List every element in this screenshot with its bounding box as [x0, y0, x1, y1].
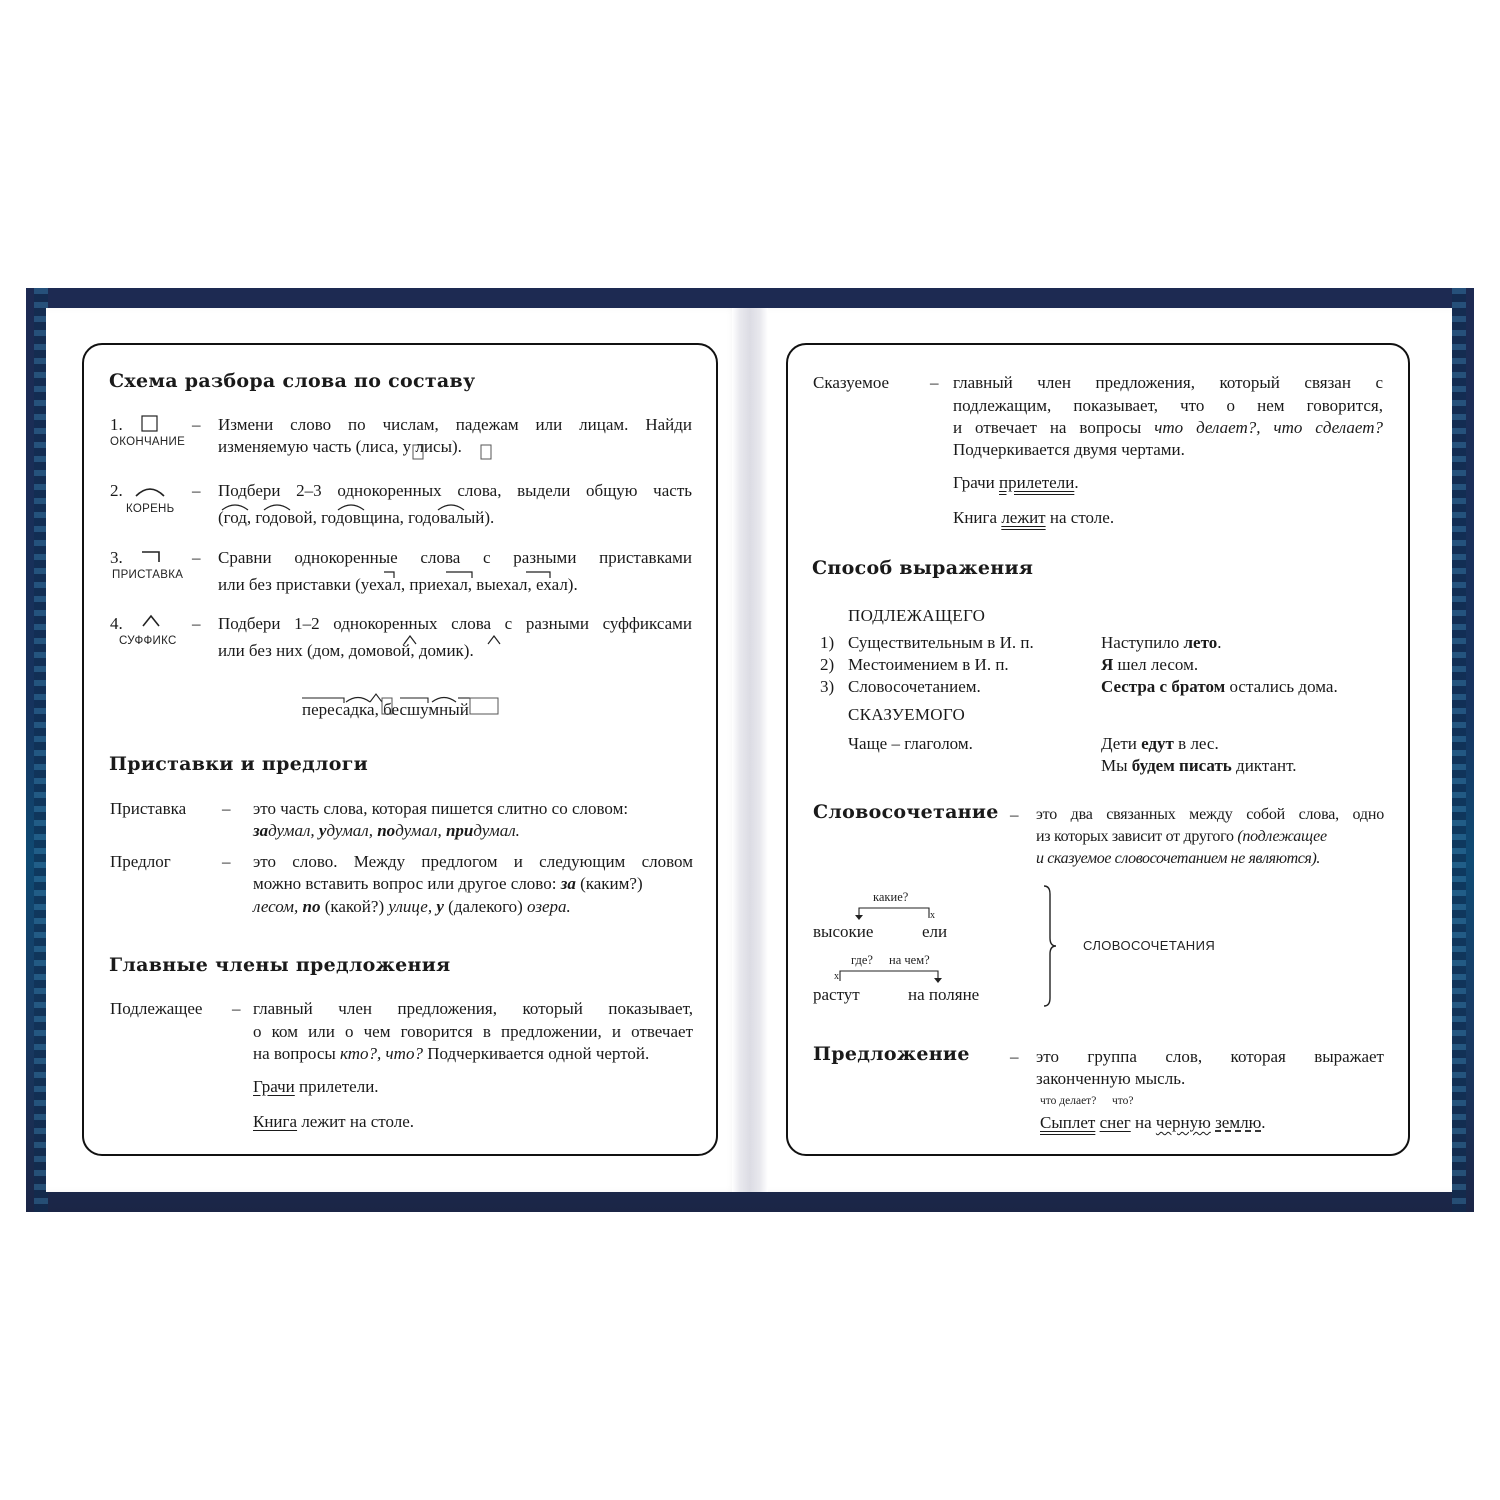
step-text: Подбери 2–3 однокоренных слова, выдели общую часть — [218, 481, 692, 500]
suffix-icon — [141, 614, 161, 628]
suffix-marks — [404, 634, 514, 646]
subject-example: Грачи прилетели. — [253, 1077, 379, 1096]
subject-heading: ПОДЛЕЖАЩЕГО — [848, 606, 986, 625]
row-number: 1) — [820, 633, 835, 652]
morph-example: пересадка, бесшумный — [302, 700, 469, 719]
step-label: КОРЕНЬ — [126, 503, 175, 515]
dependency-arrow — [834, 967, 946, 983]
term-pristavka: Приставка — [110, 799, 187, 818]
step-label: СУФФИКС — [119, 635, 177, 647]
row-description: Словосочетанием. — [848, 677, 981, 696]
predicate-line1: главный член предложения, который связан с — [953, 373, 1383, 392]
step-examples: или без приставки (уехал, приехал, выехал, ехал). — [218, 575, 578, 594]
term-dash: – — [222, 799, 231, 818]
step-examples: или без них (дом, домовой, домик). — [218, 641, 474, 660]
step-number: 4. — [110, 614, 123, 633]
predicate-description: Чаще – глаголом. — [848, 734, 973, 753]
cover-pattern — [1452, 288, 1466, 1212]
question-label: какие? — [873, 890, 909, 904]
term-dash: – — [1010, 1047, 1019, 1066]
predicate-example: Книга лежит на столе. — [953, 508, 1115, 527]
predicate-example: Дети едут в лес. — [1101, 734, 1219, 753]
step-text: Подбери 1–2 однокоренных слова с разными суффиксами — [218, 614, 692, 633]
ending-mark — [480, 444, 492, 461]
sentence-line2: законченную мысль. — [1036, 1069, 1186, 1088]
row-description: Местоимением в И. п. — [848, 655, 1009, 674]
term-subject: Подлежащее — [110, 999, 203, 1018]
main-word-mark: x — [834, 971, 839, 982]
term-dash: – — [930, 373, 939, 392]
step-text: Измени слово по числам, падежам или лицам. Найди изменяемую часть (лиса, у лисы). — [218, 415, 692, 456]
step-label: ПРИСТАВКА — [112, 569, 184, 581]
step-examples: (год, годовой, годовщина, годовалый). — [218, 508, 495, 527]
step-number: 2. — [110, 481, 123, 500]
phrase-line3: и сказуемое словосочетанием не являются). — [1036, 850, 1320, 867]
root-marks — [222, 500, 502, 514]
step-dash: – — [192, 415, 201, 434]
brace-label: СЛОВОСОЧЕТАНИЯ — [1083, 938, 1216, 953]
phrase-word: на поляне — [908, 985, 980, 1004]
main-parts-title: Главные члены предложения — [109, 954, 451, 976]
predlog-line2: можно вставить вопрос или другое слово: за (каким?) — [253, 874, 643, 893]
predicate-line3: и отвечает на вопросы что делает?, что сделает? — [953, 418, 1383, 437]
predicate-line4: Подчеркивается двумя чертами. — [953, 440, 1185, 459]
subject-example: Книга лежит на столе. — [253, 1112, 415, 1131]
row-example: Сестра с братом остались дома. — [1101, 677, 1338, 696]
pristavka-definition: это часть слова, которая пишется слитно со словом: — [253, 799, 629, 818]
step-text: Сравни однокоренные слова с разными приставками — [218, 548, 692, 567]
subject-line2: о ком или о чем говорится в предложении, и отвечает — [253, 1022, 693, 1041]
prefix-marks — [384, 570, 564, 580]
step-dash: – — [192, 614, 201, 633]
term-predlog: Предлог — [110, 852, 171, 871]
subject-line3: на вопросы кто?, что? Подчеркивается одной чертой. — [253, 1044, 650, 1063]
phrase-word: растут — [813, 985, 860, 1004]
curly-brace — [1040, 884, 1060, 1008]
sentence-title: Предложение — [813, 1043, 970, 1065]
ending-icon — [141, 415, 159, 433]
term-dash: – — [232, 999, 241, 1018]
step-number: 1. — [110, 415, 123, 434]
question-label: где? — [851, 953, 873, 967]
term-dash: – — [1010, 805, 1019, 824]
row-example: Я шел лесом. — [1101, 655, 1199, 674]
book-spine — [732, 308, 768, 1192]
morph-title: Схема разбора слова по составу — [109, 370, 476, 392]
term-dash: – — [222, 852, 231, 871]
phrase-line1: это два связанных между собой слова, одно — [1036, 806, 1384, 823]
ending-mark — [412, 444, 424, 461]
expression-title: Способ выражения — [812, 557, 1034, 579]
row-number: 2) — [820, 655, 835, 674]
subject-line1: главный член предложения, который показывает, — [253, 999, 693, 1018]
prefixes-title: Приставки и предлоги — [109, 753, 369, 775]
predicate-line2: подлежащим, показывает, что о нем говорится, — [953, 396, 1383, 415]
predlog-line3: лесом, по (какой?) улице, у (далекого) озера. — [253, 897, 571, 916]
question-label: на чем? — [889, 953, 930, 967]
step-dash: – — [192, 481, 201, 500]
predlog-line1: это слово. Между предлогом и следующим словом — [253, 852, 693, 871]
root-icon — [134, 484, 166, 498]
predicate-example: Грачи прилетели. — [953, 473, 1079, 492]
phrase-title: Словосочетание — [813, 801, 999, 823]
main-word-mark: x — [930, 910, 935, 921]
predicate-example: Мы будем писать диктант. — [1101, 756, 1297, 775]
phrase-line2: из которых зависит от другого (подлежащее — [1036, 828, 1327, 845]
step-dash: – — [192, 548, 201, 567]
predicate-heading: СКАЗУЕМОГО — [848, 705, 966, 724]
phrase-word: высокие — [813, 922, 874, 941]
morph-example-marks — [302, 690, 502, 718]
question-label: что? — [1112, 1095, 1134, 1107]
step-label: ОКОНЧАНИЕ — [110, 436, 186, 448]
row-number: 3) — [820, 677, 835, 696]
sentence-example: Сыплет снег на черную землю. — [1040, 1113, 1266, 1132]
pristavka-examples: задумал, удумал, подумал, придумал. — [253, 821, 520, 840]
term-predicate: Сказуемое — [813, 373, 890, 392]
row-example: Наступило лето. — [1101, 633, 1222, 652]
sentence-line1: это группа слов, которая выражает — [1036, 1047, 1384, 1066]
question-label: что делает? — [1040, 1095, 1097, 1107]
step-number: 3. — [110, 548, 123, 567]
prefix-icon — [140, 550, 162, 564]
phrase-word: ели — [922, 922, 948, 941]
row-description: Существительным в И. п. — [848, 633, 1034, 652]
